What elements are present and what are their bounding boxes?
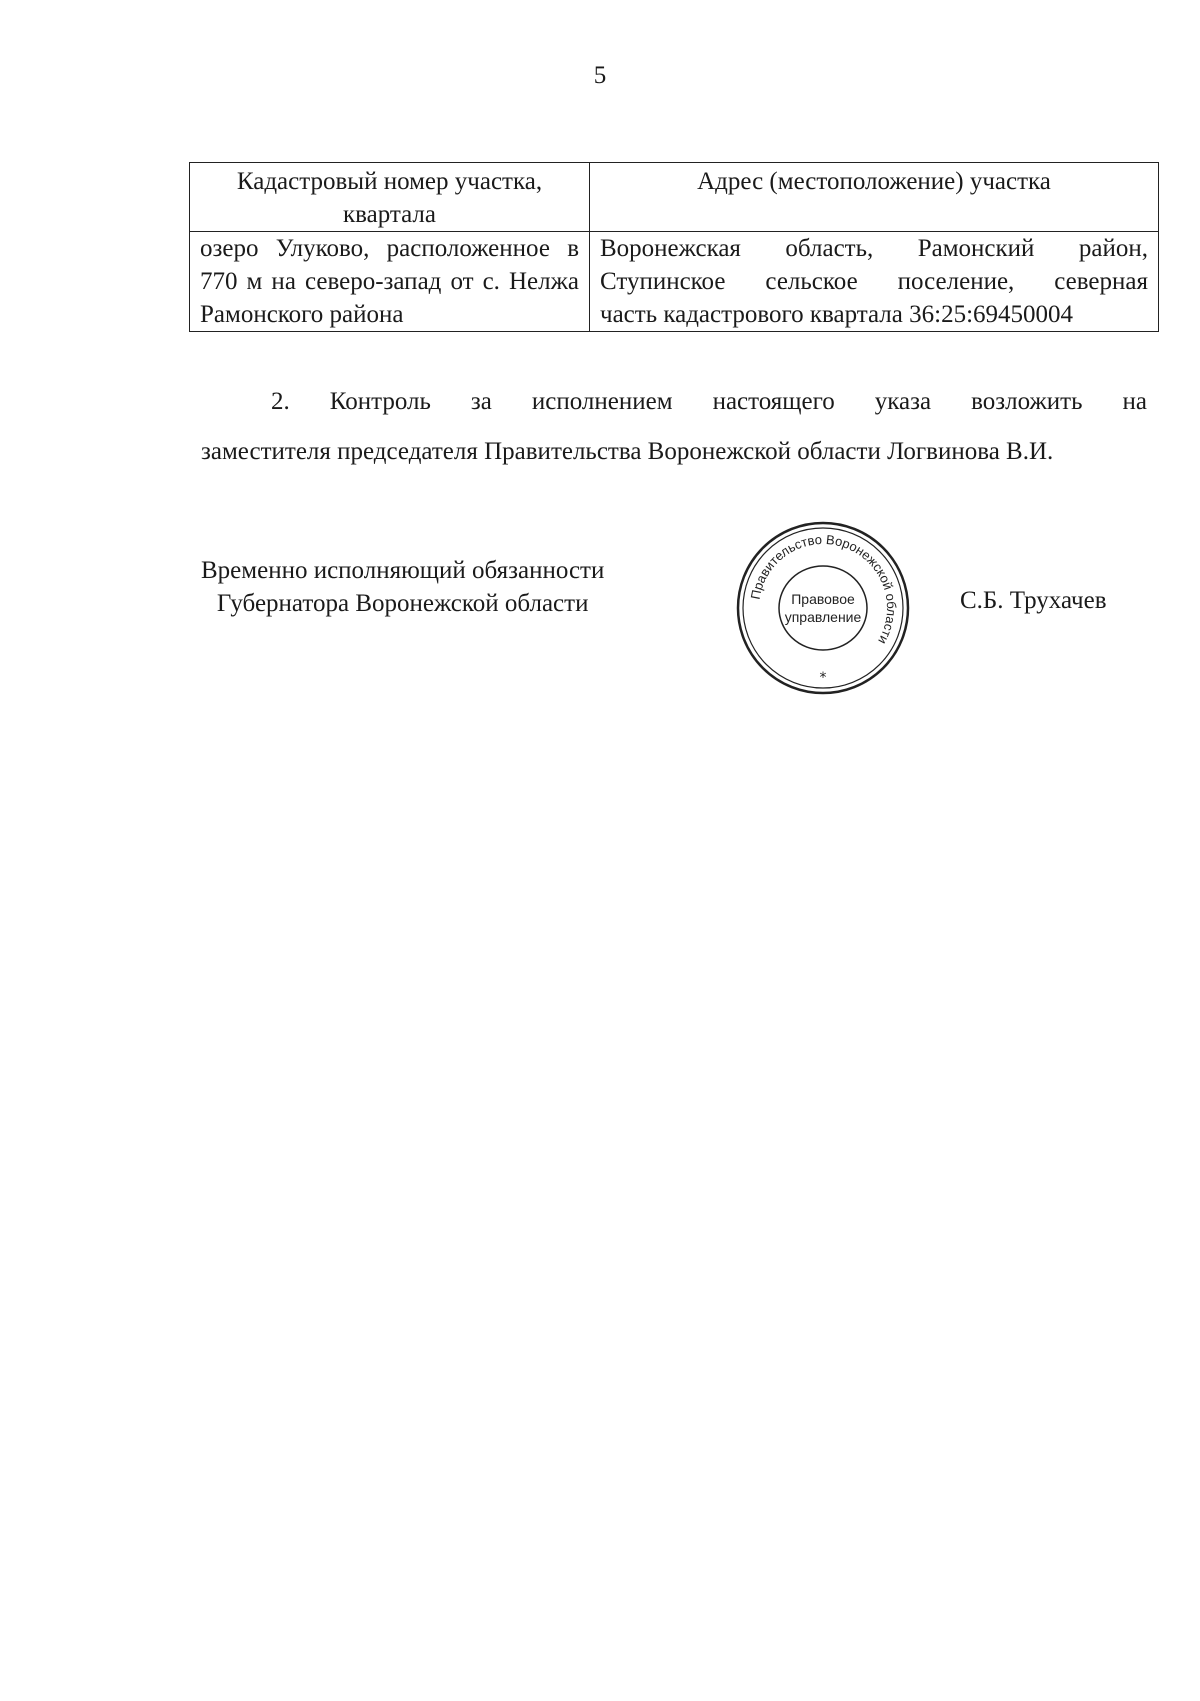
official-stamp [735,520,911,696]
stamp-outer-ring [738,523,908,693]
clause-line: заместителя председателя Правительства Воронежской области Логвинова В.И. [201,438,1054,465]
clause-line: 2. Контроль за исполнением настоящего указа возложить на [271,388,1147,415]
stamp-ring-text: Правительство Воронежской области [747,531,900,647]
address-line: Ступинское сельское поселение, северная [600,268,1148,295]
signatory-title [201,554,604,620]
signatory-name: С.Б. Трухачев [960,587,1107,614]
stamp-star-icon: * [819,670,827,686]
table-row [190,232,1159,332]
address-line: Воронежская область, Рамонский район, [600,235,1148,262]
cell-address [590,232,1159,332]
table-header-row [190,163,1159,232]
signatory-title-line: Губернатора Воронежской области [216,590,589,617]
clause-paragraph [201,377,1147,477]
header-cadastral-number: Кадастровый номер участка, квартала [190,163,590,232]
stamp-inner-ring [743,528,903,688]
cell-cadastral-number: озеро Улуково, расположенное в 770 м на северо-запад от с. Нелжа Рамонского района [190,232,590,332]
stamp-center-line: Правовое [791,591,855,607]
signatory-title-line: Временно исполняющий обязанности [201,557,605,584]
page-number: 5 [593,62,607,89]
stamp-center-ring [779,566,867,650]
header-address: Адрес (местоположение) участка [590,163,1159,232]
stamp-center-line: управление [784,609,862,625]
address-line: часть кадастрового квартала 36:25:69450004 [600,301,1074,328]
parcels-table [189,162,1159,332]
